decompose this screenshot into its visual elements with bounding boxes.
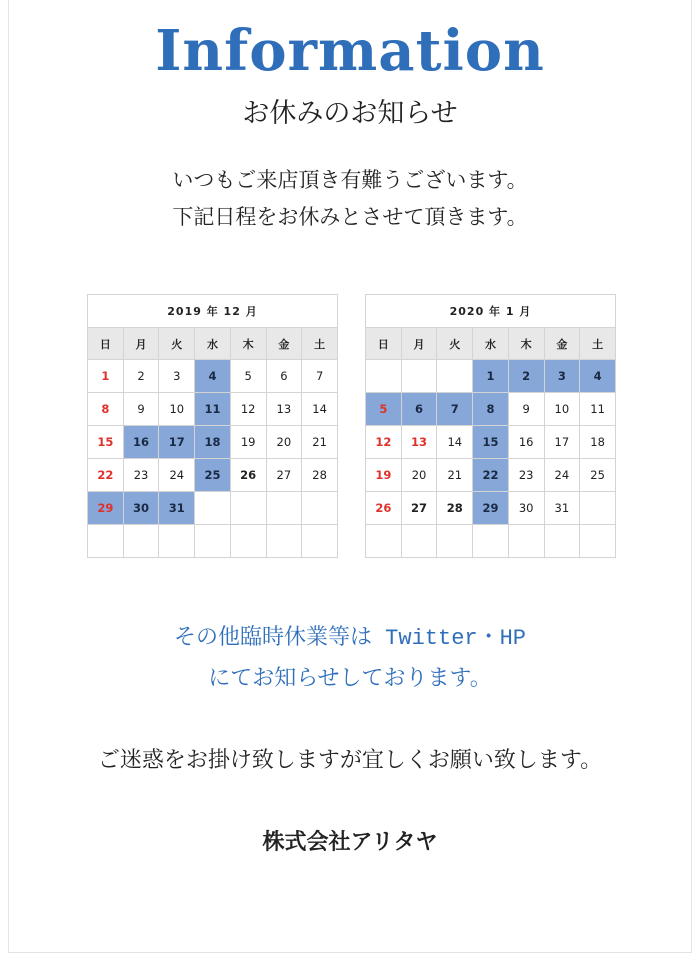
calendar-january-2020 [365, 294, 616, 558]
calendar-day: 15 [473, 426, 509, 459]
calendar-day: 7 [302, 360, 338, 393]
calendar-empty-cell [88, 525, 124, 558]
calendar-day: 22 [473, 459, 509, 492]
calendar-week-row [366, 360, 616, 393]
calendar-empty-cell [580, 525, 616, 558]
calendar-day: 17 [544, 426, 580, 459]
calendar-day: 23 [508, 459, 544, 492]
calendar-day: 14 [302, 393, 338, 426]
calendar-day: 13 [401, 426, 437, 459]
calendar-week-row [88, 426, 338, 459]
calendar-day: 2 [508, 360, 544, 393]
calendar-day: 11 [580, 393, 616, 426]
calendar-empty-cell [195, 492, 231, 525]
calendar-day: 10 [159, 393, 195, 426]
weekday-header: 月 [401, 328, 437, 360]
calendar-day: 27 [266, 459, 302, 492]
notice-line-1: その他臨時休業等は Twitter・HP [173, 626, 527, 651]
calendar-day: 18 [195, 426, 231, 459]
weekday-header: 火 [437, 328, 473, 360]
calendar-day: 26 [366, 492, 402, 525]
calendar-day: 7 [437, 393, 473, 426]
calendar-empty-cell [401, 525, 437, 558]
calendar-day: 31 [544, 492, 580, 525]
calendar-day: 25 [195, 459, 231, 492]
calendar-day: 10 [544, 393, 580, 426]
calendar-day: 14 [437, 426, 473, 459]
weekday-header: 水 [473, 328, 509, 360]
calendar-empty-cell [159, 525, 195, 558]
calendar-day: 12 [230, 393, 266, 426]
calendar-day: 5 [366, 393, 402, 426]
calendar-day: 16 [508, 426, 544, 459]
weekday-header: 金 [266, 328, 302, 360]
calendar-day: 8 [88, 393, 124, 426]
weekday-header: 月 [123, 328, 159, 360]
weekday-header: 水 [195, 328, 231, 360]
intro-text [0, 162, 700, 236]
page-subtitle: お休みのお知らせ [242, 98, 458, 129]
calendar-day: 9 [508, 393, 544, 426]
calendar-empty-cell [302, 525, 338, 558]
calendar-day: 26 [230, 459, 266, 492]
calendar-day: 19 [230, 426, 266, 459]
notice-text [0, 618, 700, 700]
weekday-header: 日 [366, 328, 402, 360]
calendar-week-row [88, 525, 338, 558]
calendar-day: 20 [266, 426, 302, 459]
calendar-empty-cell [366, 525, 402, 558]
calendar-day: 23 [123, 459, 159, 492]
calendar-day: 25 [580, 459, 616, 492]
calendar-empty-cell [266, 492, 302, 525]
weekday-header: 木 [230, 328, 266, 360]
calendar-week-row [366, 426, 616, 459]
calendar-day: 29 [473, 492, 509, 525]
calendar-day: 6 [401, 393, 437, 426]
notice-line-2: にてお知らせしております。 [208, 667, 492, 692]
calendar-week-row [88, 393, 338, 426]
calendar-day: 1 [88, 360, 124, 393]
calendar-empty-cell [580, 492, 616, 525]
calendar-empty-cell [437, 525, 473, 558]
calendar-empty-cell [195, 525, 231, 558]
calendar-day: 4 [195, 360, 231, 393]
calendar-day: 5 [230, 360, 266, 393]
calendar-day: 30 [508, 492, 544, 525]
calendar-empty-cell [437, 360, 473, 393]
calendar-caption: 2019 年 12 月 [88, 295, 338, 328]
calendar-day: 8 [473, 393, 509, 426]
calendar-day: 22 [88, 459, 124, 492]
calendar-week-row [366, 393, 616, 426]
calendar-week-row [366, 459, 616, 492]
calendar-day: 16 [123, 426, 159, 459]
calendar-empty-cell [302, 492, 338, 525]
calendar-day: 9 [123, 393, 159, 426]
calendar-day: 15 [88, 426, 124, 459]
intro-line-2: 下記日程をお休みとさせて頂きます。 [172, 205, 528, 229]
apology-text: ご迷惑をお掛け致しますが宜しくお願い致します。 [97, 748, 603, 773]
calendar-day: 13 [266, 393, 302, 426]
calendar-december-2019 [87, 294, 338, 558]
calendar-day: 24 [159, 459, 195, 492]
page-title: Information [155, 18, 545, 84]
calendar-empty-cell [544, 525, 580, 558]
calendar-empty-cell [473, 525, 509, 558]
calendar-caption: 2020 年 1 月 [366, 295, 616, 328]
calendar-day: 4 [580, 360, 616, 393]
calendar-day: 6 [266, 360, 302, 393]
calendar-week-row [366, 525, 616, 558]
calendar-empty-cell [266, 525, 302, 558]
calendar-day: 28 [302, 459, 338, 492]
calendar-empty-cell [508, 525, 544, 558]
intro-line-1: いつもご来店頂き有難うございます。 [172, 168, 528, 192]
calendar-day: 2 [123, 360, 159, 393]
weekday-header: 土 [302, 328, 338, 360]
calendar-day: 29 [88, 492, 124, 525]
calendar-empty-cell [123, 525, 159, 558]
weekday-header: 土 [580, 328, 616, 360]
calendar-day: 24 [544, 459, 580, 492]
calendar-day: 1 [473, 360, 509, 393]
calendar-day: 20 [401, 459, 437, 492]
calendar-day: 31 [159, 492, 195, 525]
calendar-empty-cell [230, 525, 266, 558]
calendar-day: 11 [195, 393, 231, 426]
calendar-day: 27 [401, 492, 437, 525]
weekday-header: 火 [159, 328, 195, 360]
calendar-empty-cell [230, 492, 266, 525]
calendar-day: 17 [159, 426, 195, 459]
calendar-day: 21 [437, 459, 473, 492]
weekday-header: 日 [88, 328, 124, 360]
calendar-day: 3 [544, 360, 580, 393]
weekday-header: 金 [544, 328, 580, 360]
calendar-empty-cell [401, 360, 437, 393]
calendar-day: 18 [580, 426, 616, 459]
calendar-week-row [88, 360, 338, 393]
calendar-day: 3 [159, 360, 195, 393]
calendar-day: 19 [366, 459, 402, 492]
calendar-day: 30 [123, 492, 159, 525]
calendar-week-row [366, 492, 616, 525]
calendar-empty-cell [366, 360, 402, 393]
company-name: 株式会社アリタヤ [262, 830, 438, 855]
calendar-week-row [88, 492, 338, 525]
weekday-header: 木 [508, 328, 544, 360]
calendar-day: 28 [437, 492, 473, 525]
calendar-day: 12 [366, 426, 402, 459]
calendar-week-row [88, 459, 338, 492]
calendar-day: 21 [302, 426, 338, 459]
